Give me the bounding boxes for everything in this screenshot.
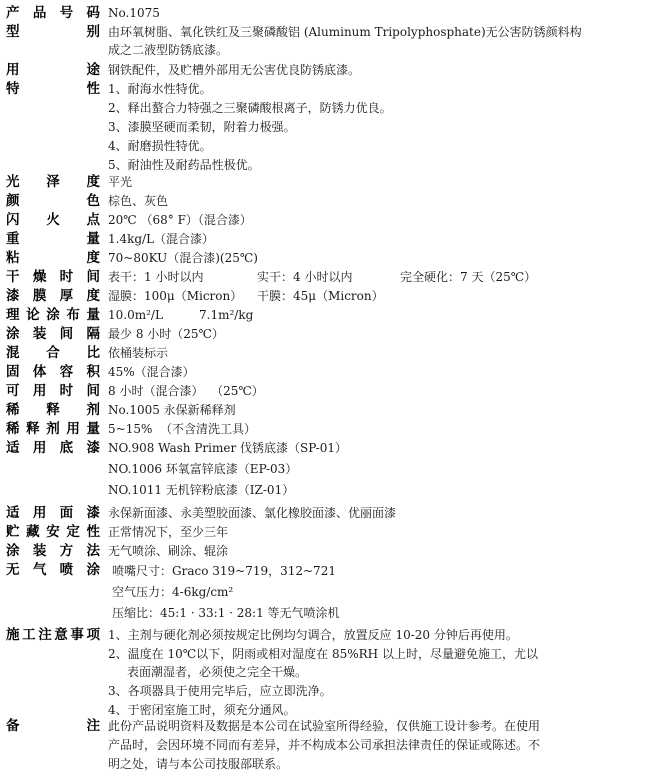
label-viscosity: [6, 249, 100, 267]
label-char: 剂: [46, 421, 60, 437]
primer-item: NO.1006 环氧富锌底漆（EP-03）: [108, 462, 298, 476]
label-char: 体: [32, 364, 47, 380]
feature-item: 4、耐磨损性特优。: [108, 139, 212, 153]
label-char: 施: [6, 627, 20, 643]
value-usage: 钢铁配件，及贮槽外部用无公害优良防锈底漆。: [108, 63, 361, 77]
remarks-line: 明之处，请与本公司技服部联系。: [108, 757, 289, 771]
label-char: 论: [26, 307, 40, 323]
label-char: 量: [86, 307, 100, 323]
label-char: 间: [86, 269, 100, 285]
label-char: 适: [6, 440, 20, 456]
label-char: 适: [6, 505, 20, 521]
label-char: 方: [59, 543, 74, 559]
label-char: 工: [22, 627, 36, 643]
label-char: 膜: [32, 288, 47, 304]
value-application: 无气喷涂、刷涂、辊涂: [108, 544, 229, 558]
value-gloss: 平光: [108, 175, 133, 189]
label-char: 码: [86, 5, 100, 21]
label-type: [6, 23, 100, 41]
value-hard-dry: 实干：4 小时以内: [257, 270, 353, 284]
label-char: 漆: [86, 505, 100, 521]
label-char: 可: [6, 383, 20, 399]
label-char: 无: [6, 562, 20, 578]
label-char: 固: [6, 364, 20, 380]
label-char: 性: [86, 524, 100, 540]
value-thinner-qty: 5~15% （不含清洗工具）: [108, 422, 256, 436]
feature-item: 2、释出螯合力特强之三聚磷酸根离子，防锈力优良。: [108, 101, 392, 115]
note-item: 3、各项器具于使用完毕后，应立即洗净。: [108, 684, 332, 698]
label-char: 颜: [6, 193, 20, 209]
label-char: 厚: [59, 288, 74, 304]
label-flash-point: [6, 211, 100, 229]
label-char: 气: [32, 562, 47, 578]
label-char: 号: [59, 5, 74, 21]
airless-item: 压缩比：45:1 · 33:1 · 28:1 等无气喷涂机: [112, 606, 340, 620]
label-char: 藏: [26, 524, 40, 540]
value-recoat: 最少 8 小时（25℃）: [108, 327, 224, 341]
label-char: 法: [86, 543, 100, 559]
label-application: [6, 542, 100, 560]
label-char: 稀: [6, 402, 20, 418]
label-char: 火: [46, 212, 60, 228]
label-char: 事: [70, 627, 84, 643]
label-char: 容: [59, 364, 74, 380]
label-char: 用: [66, 421, 80, 437]
label-char: 型: [6, 24, 20, 40]
value-dry-film: 干膜：45μ（Micron）: [257, 289, 384, 303]
remarks-line: 此份产品说明资料及数据是本公司在试验室所得经验，仅供施工设计参考。在使用: [108, 719, 541, 733]
label-char: 底: [59, 440, 74, 456]
label-features: [6, 80, 100, 98]
label-char: 积: [86, 364, 100, 380]
primer-item: NO.908 Wash Primer 伐锈底漆（SP-01）: [108, 441, 347, 455]
label-char: 泽: [46, 174, 60, 190]
label-char: 合: [46, 345, 60, 361]
label-mixing: [6, 344, 100, 362]
label-char: 喷: [59, 562, 74, 578]
label-airless: [6, 561, 100, 579]
label-thinner-qty: [6, 420, 100, 438]
label-topcoat: [6, 504, 100, 522]
label-char: 间: [59, 326, 74, 342]
value-wet-film: 湿膜：100μ（Micron）: [108, 289, 243, 303]
label-char: 重: [6, 231, 20, 247]
value-topcoat: 永保新面漆、永美塑胶面漆、氯化橡胶面漆、优丽面漆: [108, 506, 397, 520]
label-thinner: [6, 401, 100, 419]
value-solids: 45%（混合漆）: [108, 365, 195, 379]
label-char: 用: [32, 440, 47, 456]
label-char: 安: [46, 524, 60, 540]
label-char: 燥: [32, 269, 47, 285]
label-char: 时: [59, 269, 74, 285]
label-char: 布: [66, 307, 80, 323]
primer-item: NO.1011 无机锌粉底漆（IZ-01）: [108, 483, 295, 497]
label-char: 释: [46, 402, 60, 418]
value-product-no: No.1075: [108, 6, 160, 20]
label-gloss: [6, 173, 100, 191]
label-char: 涂: [6, 543, 20, 559]
label-char: 漆: [86, 440, 100, 456]
label-char: 注: [86, 718, 100, 734]
value-thinner: No.1005 永保新稀释剂: [108, 403, 236, 417]
label-char: 色: [86, 193, 100, 209]
remarks-line: 产品时，会因环境不同而有差异，并不构成本公司承担法律责任的保证或陈述。不: [108, 738, 541, 752]
value-viscosity: 70~80KU（混合漆)(25℃): [108, 251, 258, 265]
value-type-line1: 由环氧树脂、氧化铁红及三聚磷酸铝 (Aluminum Tripolyphosphate)无公害防锈颜料构: [108, 25, 582, 39]
label-char: 定: [66, 524, 80, 540]
label-product-no: [6, 4, 100, 22]
label-char: 面: [59, 505, 74, 521]
label-coverage: [6, 306, 100, 324]
value-mixing: 依桶装标示: [108, 346, 169, 360]
label-char: 注: [38, 627, 52, 643]
label-char: 度: [86, 288, 100, 304]
note-item: 表面潮湿者，必须使之完全干燥。: [127, 665, 308, 679]
label-char: 性: [86, 81, 100, 97]
label-char: 涂: [46, 307, 60, 323]
label-remarks: [6, 717, 100, 735]
label-char: 途: [86, 62, 100, 78]
label-char: 点: [86, 212, 100, 228]
label-pot-life: [6, 382, 100, 400]
label-storage: [6, 523, 100, 541]
label-char: 用: [32, 505, 47, 521]
value-coverage-l: 10.0m²/L: [108, 308, 163, 322]
label-char: 意: [54, 627, 68, 643]
note-item: 1、主剂与硬化剂必须按规定比例均匀调合，放置反应 10-20 分钟后再使用。: [108, 628, 518, 642]
value-weight: 1.4kg/L（混合漆）: [108, 232, 215, 246]
label-char: 涂: [6, 326, 20, 342]
label-char: 产: [6, 5, 20, 21]
value-color: 棕色、灰色: [108, 194, 169, 208]
label-recoat: [6, 325, 100, 343]
label-char: 量: [86, 421, 100, 437]
label-char: 度: [86, 250, 100, 266]
label-char: 间: [86, 383, 100, 399]
note-item: 4、于密闭室施工时，须充分通风。: [108, 703, 296, 717]
label-color: [6, 192, 100, 210]
label-film-thickness: [6, 287, 100, 305]
label-char: 光: [6, 174, 20, 190]
airless-item: 喷嘴尺寸：Graco 319~719，312~721: [112, 564, 336, 578]
label-drying-time: [6, 268, 100, 286]
label-char: 量: [86, 231, 100, 247]
label-char: 剂: [86, 402, 100, 418]
label-char: 备: [6, 718, 20, 734]
value-pot-life: 8 小时（混合漆） （25℃）: [108, 384, 264, 398]
label-char: 漆: [6, 288, 20, 304]
label-char: 时: [59, 383, 74, 399]
label-primer: [6, 439, 100, 457]
label-char: 装: [32, 326, 47, 342]
label-char: 粘: [6, 250, 20, 266]
label-char: 理: [6, 307, 20, 323]
label-char: 特: [6, 81, 20, 97]
label-char: 度: [86, 174, 100, 190]
label-char: 闪: [6, 212, 20, 228]
label-char: 品: [32, 5, 47, 21]
feature-item: 1、耐海水性特优。: [108, 82, 212, 96]
label-char: 比: [86, 345, 100, 361]
label-char: 用: [32, 383, 47, 399]
label-solids: [6, 363, 100, 381]
note-item: 2、温度在 10℃以下，阴雨或相对湿度在 85%RH 以上时，尽量避免施工，尤以: [108, 647, 538, 661]
label-weight: [6, 230, 100, 248]
label-char: 涂: [86, 562, 100, 578]
value-flash-point: 20℃ （68° F）（混合漆）: [108, 213, 252, 227]
label-char: 稀: [6, 421, 20, 437]
label-char: 用: [6, 62, 20, 78]
label-char: 干: [6, 269, 20, 285]
feature-item: 5、耐油性及耐药品性极优。: [108, 158, 260, 172]
label-char: 释: [26, 421, 40, 437]
airless-item: 空气压力：4-6kg/cm²: [112, 585, 234, 599]
label-char: 混: [6, 345, 20, 361]
label-char: 装: [32, 543, 47, 559]
value-type-line2: 成之二液型防锈底漆。: [108, 43, 229, 57]
value-coverage-kg: 7.1m²/kg: [199, 308, 254, 322]
label-char: 别: [86, 24, 100, 40]
label-notes: [6, 626, 100, 644]
label-usage: [6, 61, 100, 79]
label-char: 贮: [6, 524, 20, 540]
value-touch-dry: 表干：1 小时以内: [108, 270, 204, 284]
feature-item: 3、漆膜坚硬而柔韧，附着力极强。: [108, 120, 296, 134]
value-storage: 正常情况下，至少三年: [108, 525, 229, 539]
label-char: 项: [86, 627, 100, 643]
label-char: 隔: [86, 326, 100, 342]
value-full-cure: 完全硬化：7 天（25℃）: [400, 270, 537, 284]
